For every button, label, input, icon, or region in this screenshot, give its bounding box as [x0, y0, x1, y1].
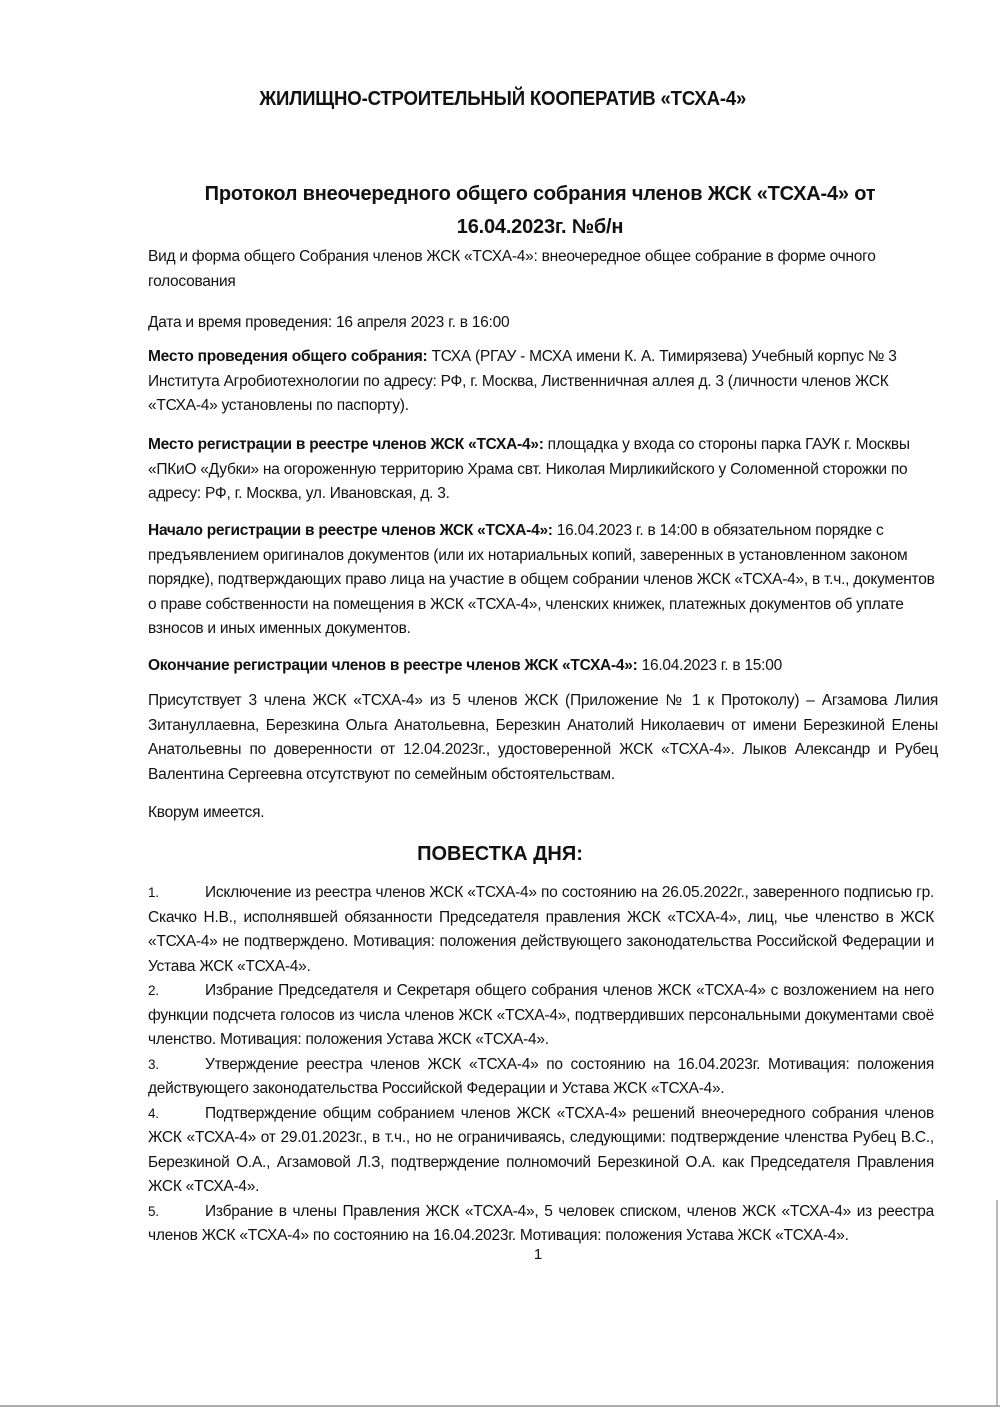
registration-start-text: 16.04.2023 г. в 14:00 в обязательном порядке с предъявлением оригиналов документов (или их нотариальных копий, заверенных в установленном законом порядке), подтверждающих право лица на участие в общем собрании членов ЖСК «ТСХА-4», в т.ч., документов о праве собственности на помещения в ЖСК «ТСХА-4», членских книжек, платежных документов об уплате взносов и иных именных документов. [148, 522, 935, 637]
registration-place-text: площадка у входа со стороны парка ГАУК г. Москвы «ПКиО «Дубки» на огороженную территорию Храма свт. Николая Мирликийского у Соломенной сторожки по адресу: РФ, г. Москва, ул. Ивановская, д. 3. [148, 436, 910, 502]
agenda-item-number: 5. [148, 1203, 159, 1219]
agenda-item-number: 3. [148, 1056, 159, 1072]
quorum-paragraph: Кворум имеется. [148, 804, 265, 821]
agenda-list [148, 881, 934, 1249]
document-title [140, 178, 940, 244]
registration-place-paragraph [148, 433, 938, 507]
registration-end-text: 16.04.2023 г. в 15:00 [637, 657, 782, 674]
agenda-item-text: Избрание в члены Правления ЖСК «ТСХА-4», 5 человек списком, членов ЖСК «ТСХА-4» из реестра членов ЖСК «ТСХА-4» по состоянию на 16.04.2023г. Мотивация: положения Устава ЖСК «ТСХА-4». [148, 1202, 934, 1244]
agenda-item [148, 979, 934, 1053]
meeting-form-paragraph: Вид и форма общего Собрания членов ЖСК «ТСХА-4»: внеочередное общее собрание в форме очного голосования [148, 248, 876, 290]
organization-heading: ЖИЛИЩНО-СТРОИТЕЛЬНЫЙ КООПЕРАТИВ «ТСХА-4» [259, 88, 747, 110]
title-line-2: 16.04.2023г. №б/н [456, 216, 624, 238]
venue-label: Место проведения общего собрания: [148, 348, 428, 365]
agenda-item-text: Исключение из реестра членов ЖСК «ТСХА-4» по состоянию на 26.05.2022г., заверенного подписью гр. Скачко Н.В., исполнявшей обязанности Председателя правления ЖСК «ТСХА-4», лиц, чье членство в ЖСК «ТСХА-4» не подтверждено. Мотивация: положения действующего законодательства Российской Федерации и Устава ЖСК «ТСХА-4». [148, 884, 934, 975]
agenda-item [148, 1102, 934, 1200]
page-number: 1 [533, 1246, 543, 1263]
agenda-item [148, 881, 934, 979]
agenda-item-number: 1. [148, 885, 159, 900]
registration-end-paragraph [148, 654, 938, 679]
title-line-1: Протокол внеочередного общего собрания членов ЖСК «ТСХА-4» от [204, 183, 876, 205]
agenda-item-number: 2. [148, 983, 159, 998]
agenda-item-text: Избрание Председателя и Секретаря общего собрания членов ЖСК «ТСХА-4» с возложением на него функции подсчета голосов из числа членов ЖСК «ТСХА-4», подтвердивших персональными документами своё членство. Мотивация: положения Устава ЖСК «ТСХА-4». [148, 982, 934, 1048]
attendance-paragraph: Присутствует 3 члена ЖСК «ТСХА-4» из 5 членов ЖСК (Приложение № 1 к Протоколу) – Агзамова Лилия Зитануллаевна, Березкина Ольга Анатольевна, Березкин Анатолий Николаевич от имени Березкиной Елены Анатольевны по доверенности от 12.04.2023г., удостоверенной ЖСК «ТСХА-4». Лыков Александр и Рубец Валентина Сергеевна отсутствуют по семейным обстоятельствам. [148, 692, 938, 783]
venue-paragraph [148, 345, 938, 419]
agenda-item [148, 1053, 934, 1102]
scan-edge [996, 1200, 998, 1405]
registration-start-label: Начало регистрации в реестре членов ЖСК «ТСХА-4»: [148, 522, 553, 539]
registration-start-paragraph [148, 519, 938, 642]
agenda-item-text: Утверждение реестра членов ЖСК «ТСХА-4» по состоянию на 16.04.2023г. Мотивация: положения действующего законодательства Российской Федерации и Устава ЖСК «ТСХА-4». [148, 1055, 934, 1097]
agenda-heading: ПОВЕСТКА ДНЯ: [417, 843, 583, 865]
agenda-item-text: Подтверждение общим собранием членов ЖСК «ТСХА-4» решений внеочередного собрания членов ЖСК «ТСХА-4» от 29.01.2023г., в т.ч., но не ограничиваясь, следующими: подтверждение членства Рубец В.С., Березкиной О.А., Агзамовой Л.З, подтверждение полномочий Березкиной О.А. как Председателя Правления ЖСК «ТСХА-4». [148, 1104, 934, 1195]
scan-edge [0, 1405, 1000, 1407]
venue-text: ТСХА (РГАУ - МСХА имени К. А. Тимирязева) Учебный корпус № 3 Института Агробиотехнологии по адресу: РФ, г. Москва, Лиственничная аллея д. 3 (личности членов ЖСК «ТСХА-4» установлены по паспорту). [148, 348, 897, 414]
agenda-item-number: 4. [148, 1105, 159, 1121]
registration-place-label: Место регистрации в реестре членов ЖСК «ТСХА-4»: [148, 436, 544, 453]
registration-end-label: Окончание регистрации членов в реестре членов ЖСК «ТСХА-4»: [148, 657, 638, 674]
meeting-datetime-paragraph: Дата и время проведения: 16 апреля 2023 г. в 16:00 [148, 314, 510, 331]
agenda-item [148, 1200, 934, 1249]
